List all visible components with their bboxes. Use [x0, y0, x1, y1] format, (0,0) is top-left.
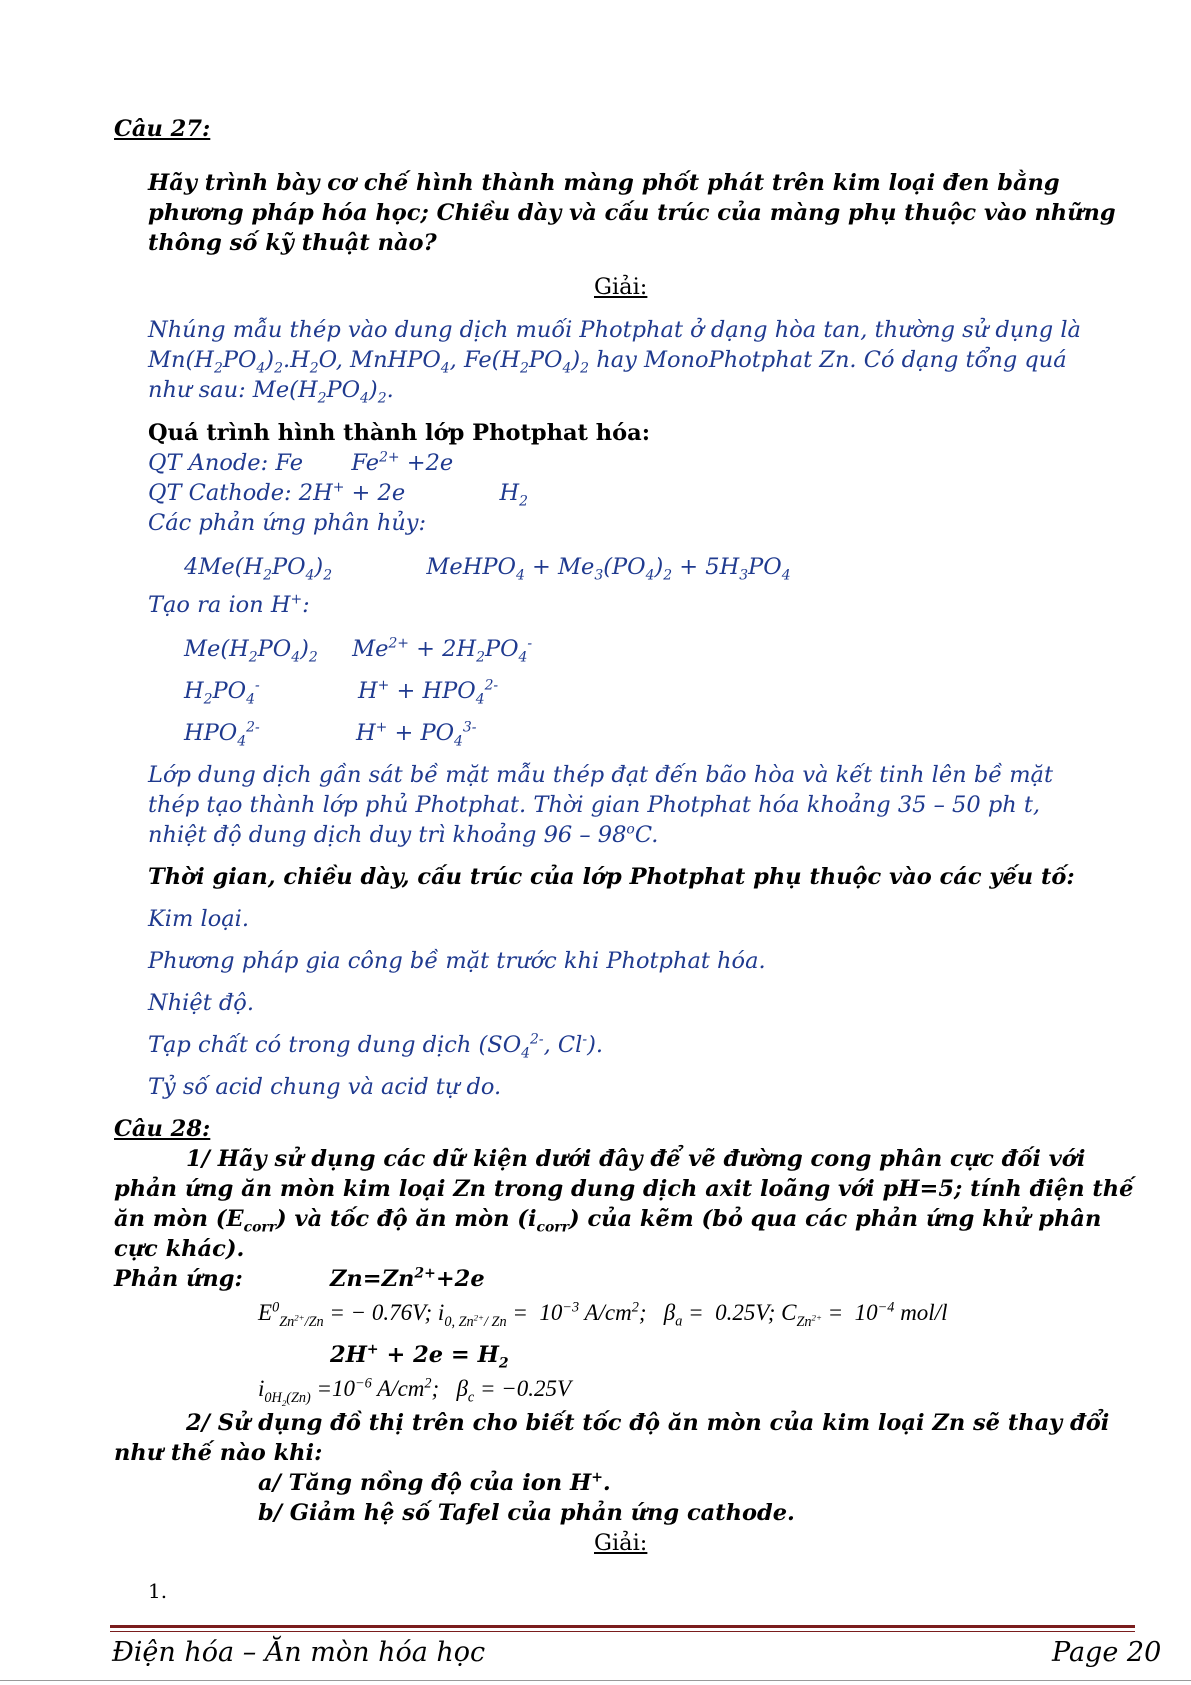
question-27-line-3: thông số kỹ thuật nào? [148, 230, 437, 256]
footer-rule-thick [110, 1625, 1135, 1628]
page-number: Page 20 [1052, 1637, 1162, 1668]
answer-item-number: 1. [148, 1579, 168, 1603]
intro-line-2: $Mn(H_2PO_4)_2.H_2O$, MnHPO$_4$, $Fe(H_2PO_4)_2$ hay MonoPhotphat Zn. Có dạng tổng quá [148, 347, 1067, 377]
question-27-heading: Câu 27: [114, 116, 211, 142]
part1-line-1: 1/ Hãy sử dụng các dữ kiện dưới đây để vẽ đường cong phân cực đối với [186, 1146, 1086, 1172]
parameters-1: $E^0_{Zn^{2+}/Zn}$ = − 0.76V; $i_{0, Zn^{2+}/ Zn} = 10^{-3}$ $A/cm^2$; $\beta_a = 0.25V$; $C_{Zn^{2+}} = 10^{-4}$ mol/l [258, 1299, 948, 1330]
part2-line-2: như thế nào khi: [114, 1440, 323, 1466]
reaction-2: $2H^+ + 2e = H_2$ [330, 1341, 509, 1372]
footer-title: Điện hóa – Ăn mòn hóa học [112, 1637, 486, 1668]
decomposition-equation: $4Me(H_2PO_4)_2$ MeHPO$_4$ + $Me_3(PO_4)_2 + 5H_3PO_4$ [184, 554, 791, 584]
question-28-heading: Câu 28: [114, 1116, 211, 1142]
part1-line-2: phản ứng ăn mòn kim loại Zn trong dung dịch axit loãng với pH=5; tính điện thế [114, 1176, 1134, 1202]
part1-line-4: cực khác). [114, 1236, 245, 1262]
layer-line-2: thép tạo thành lớp phủ Photphat. Thời gian Photphat hóa khoảng 35 – 50 ph t, [148, 792, 1041, 818]
hplus-title: Tạo ra ion H+: [148, 591, 310, 618]
answer-label-27: Giải: [594, 274, 648, 300]
factor-item: Tỷ số acid chung và acid tự do. [148, 1074, 502, 1100]
intro-line-1: Nhúng mẫu thép vào dung dịch muối Photphat ở dạng hòa tan, thường sử dụng là [148, 317, 1081, 343]
decomposition-title: Các phản ứng phân hủy: [148, 510, 427, 536]
factor-item: Nhiệt độ. [148, 990, 254, 1016]
reaction-1: $Zn=Zn^{2+}+2e$ [330, 1265, 485, 1292]
factor-item: Tạp chất có trong dung dịch ($SO_4^{2-}$, Cl-). [148, 1031, 603, 1062]
part2-line-1: 2/ Sử dụng đồ thị trên cho biết tốc độ ăn mòn của kim loại Zn sẽ thay đổi [186, 1410, 1110, 1436]
factors-title: Thời gian, chiều dày, cấu trúc của lớp Photphat phụ thuộc vào các yếu tố: [148, 864, 1075, 890]
footer-rule-thin [110, 1631, 1135, 1632]
intro-line-3: như sau: $Me(H_2PO_4)_2$. [148, 377, 394, 407]
parameters-2: $i_{0H_2(Zn)} =10^{-6}$ $A/cm^2$; $\beta_c = -0.25V$ [258, 1375, 572, 1408]
ion-equation-3: $HPO_4^{2-}$ $H^+ + PO_4^{3-}$ [184, 719, 477, 750]
layer-line-3: nhiệt độ dung dịch duy trì khoảng 96 – 98$^o$C. [148, 821, 659, 848]
anode-reaction: QT Anode: Fe $Fe^{2+} +2e$ [148, 449, 454, 476]
ion-equation-1: $Me(H_2PO_4)_2$ $Me^{2+} + 2H_2PO_4^-$ [184, 635, 533, 666]
option-b: b/ Giảm hệ số Tafel của phản ứng cathode. [258, 1500, 795, 1526]
answer-label-28: Giải: [594, 1530, 648, 1556]
ion-equation-2: $H_2PO_4^-$ $H^+ + HPO_4^{2-}$ [184, 677, 499, 708]
layer-line-1: Lớp dung dịch gần sát bề mặt mẫu thép đạt đến bão hòa và kết tinh lên bề mặt [148, 762, 1054, 788]
question-27-line-1: Hãy trình bày cơ chế hình thành màng phốt phát trên kim loại đen bằng [148, 170, 1060, 196]
question-27-line-2: phương pháp hóa học; Chiều dày và cấu trúc của màng phụ thuộc vào những [148, 200, 1116, 226]
process-title: Quá trình hình thành lớp Photphat hóa: [148, 420, 650, 446]
factor-item: Kim loại. [148, 906, 249, 932]
part1-line-3: ăn mòn $(E_{corr})$ và tốc độ ăn mòn $(i_{corr})$ của kẽm (bỏ qua các phản ứng khử phân [114, 1206, 1102, 1236]
bottom-divider [0, 1680, 1191, 1681]
factor-item: Phương pháp gia công bề mặt trước khi Photphat hóa. [148, 948, 766, 974]
cathode-reaction: QT Cathode: 2H+ + 2e $H_2$ [148, 479, 528, 510]
option-a: a/ Tăng nồng độ của ion H+. [258, 1469, 611, 1496]
reaction-label: Phản ứng: [114, 1266, 243, 1292]
